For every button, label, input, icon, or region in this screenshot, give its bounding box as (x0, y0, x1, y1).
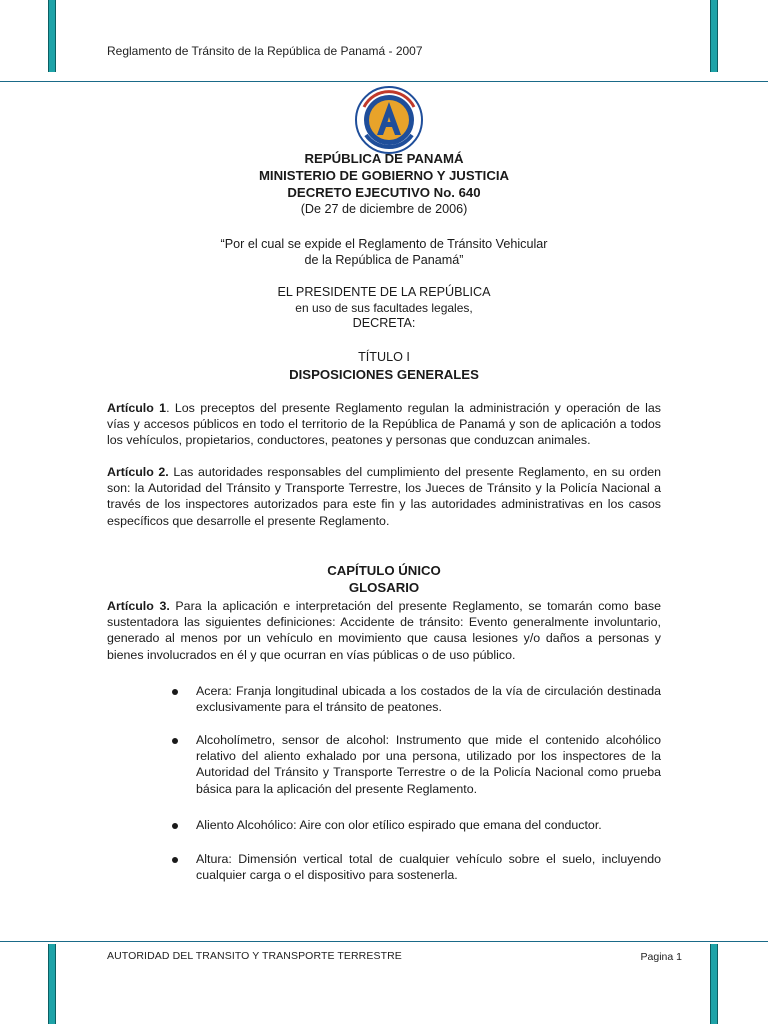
ministry-heading: MINISTERIO DE GOBIERNO Y JUSTICIA (258, 168, 510, 183)
article-2 (107, 464, 661, 529)
bottom-right-page-bar (710, 944, 718, 1024)
decree-purpose-line-2: de la República de Panamá” (304, 253, 464, 267)
top-left-page-bar (48, 0, 56, 72)
bullet-icon (172, 823, 178, 829)
definition-acera: Acera: Franja longitudinal ubicada a los costados de la vía de circulación destinada exclusivamente para el tránsito de peatones. (196, 684, 661, 715)
title-label: TÍTULO I (358, 350, 410, 364)
title-name: DISPOSICIONES GENERALES (289, 367, 479, 382)
decree-heading: DECRETO EJECUTIVO No. 640 (287, 185, 481, 200)
article-1-text: . Los preceptos del presente Reglamento regulan la administración y operación de las vías y accesos públicos en todo el territorio de la República de Panamá y son de aplicación a todos los vehículos, propietarios, conductores, peatones y personas que conduzcan animales. (107, 401, 661, 448)
definition-aliento-alcoholico: Aliento Alcohólico: Aire con olor etílico espirado que emana del conductor. (196, 818, 602, 832)
bullet-icon (172, 689, 178, 695)
president-line: EL PRESIDENTE DE LA REPÚBLICA (277, 285, 491, 299)
article-3-text: Para la aplicación e interpretación del presente Reglamento, se tomarán como base sustentadora las siguientes definiciones: Accidente de tránsito: Evento generalmente involuntario, generado al menos por un vehículo en movimiento que causa lesiones y/o daños a personas y bienes involucrados en él y que ocurran en vías públicas o de uso público. (107, 599, 661, 662)
bottom-left-page-bar (48, 944, 56, 1024)
transit-authority-seal-icon (354, 85, 424, 155)
article-1 (107, 400, 661, 449)
chapter-name: GLOSARIO (348, 580, 420, 595)
article-3 (107, 598, 661, 663)
legal-faculties-line: en uso de sus facultades legales, (295, 301, 473, 315)
decreta-line: DECRETA: (352, 316, 416, 330)
bullet-icon (172, 738, 178, 744)
footer-authority: AUTORIDAD DEL TRANSITO Y TRANSPORTE TERRESTRE (107, 950, 402, 962)
running-header: Reglamento de Tránsito de la República de Panamá - 2007 (107, 44, 423, 58)
footer-rule (0, 941, 768, 942)
definition-altura: Altura: Dimensión vertical total de cualquier vehículo sobre el suelo, incluyendo cualquier carga o el dispositivo para sostenerla. (196, 852, 661, 883)
country-heading: REPÚBLICA DE PANAMÁ (304, 151, 464, 166)
header-rule (0, 81, 768, 82)
definition-alcoholimetro: Alcoholímetro, sensor de alcohol: Instrumento que mide el contenido alcohólico relativo del aliento exhalado por una persona, utilizado por los inspectores de la Autoridad del Tránsito y Transporte Terrestre o de la Policía Nacional como prueba básica para la aplicación del presente Reglamento. (196, 733, 661, 796)
article-2-label: Artículo 2. (107, 465, 169, 479)
decree-purpose-line-1: “Por el cual se expide el Reglamento de Tránsito Vehicular (220, 237, 548, 251)
chapter-label: CAPÍTULO ÚNICO (327, 563, 441, 578)
article-3-label: Artículo 3. (107, 599, 170, 613)
top-right-page-bar (710, 0, 718, 72)
decree-date: (De 27 de diciembre de 2006) (300, 202, 468, 216)
bullet-icon (172, 857, 178, 863)
article-1-label: Artículo 1 (107, 401, 167, 415)
article-2-text: Las autoridades responsables del cumplimiento del presente Reglamento, en su orden son: la Autoridad del Tránsito y Transporte Terrestre, los Jueces de Tránsito y la Policía Nacional a través de los inspectores autorizados para este fin y las autoridades administrativas en los casos específicos que desarrolle el presente Reglamento. (107, 465, 661, 528)
page-number: Pagina 1 (640, 951, 682, 963)
